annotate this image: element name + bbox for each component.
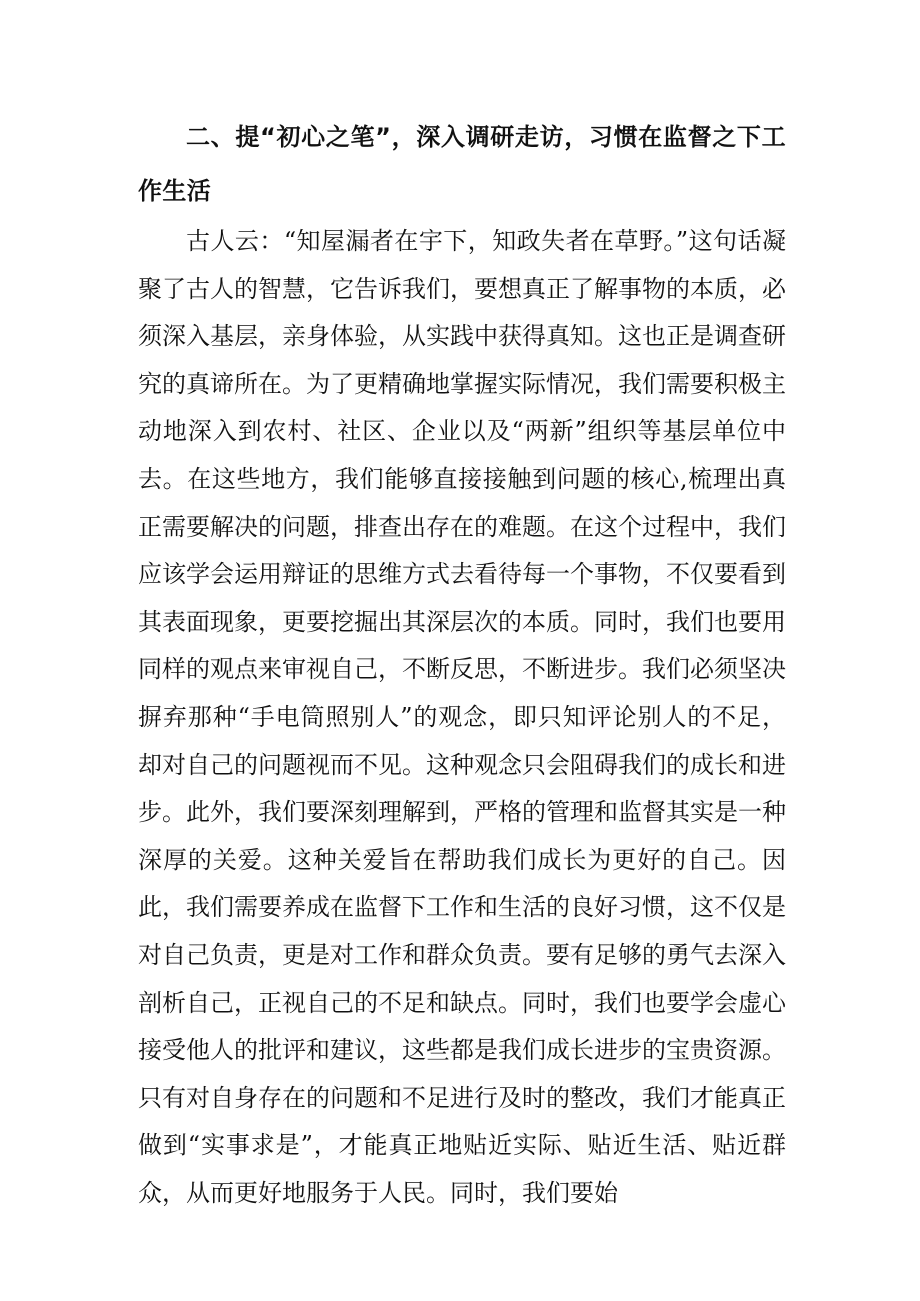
document-page (138, 110, 786, 1217)
body-paragraph: 古人云：“知屋漏者在宇下，知政失者在草野。”这句话凝聚了古人的智慧，它告诉我们，要想真正了解事物的本质，必须深入基层，亲身体验，从实践中获得真知。这也正是调查研究的真谛所在。为了更精确地掌握实际情况，我们需要积极主动地深入到农村、社区、企业以及“两新”组织等基层单位中去。在这些地方，我们能够直接接触到问题的核心,梳理出真正需要解决的问题，排查出存在的难题。在这个过程中，我们应该学会运用辩证的思维方式去看待每一个事物，不仅要看到其表面现象，更要挖掘出其深层次的本质。同时，我们也要用同样的观点来审视自己，不断反思，不断进步。我们必须坚决摒弃那种“手电筒照别人”的观念，即只知评论别人的不足，却对自己的问题视而不见。这种观念只会阻碍我们的成长和进步。此外，我们要深刻理解到，严格的管理和监督其实是一种深厚的关爱。这种关爱旨在帮助我们成长为更好的自己。因此，我们需要养成在监督下工作和生活的良好习惯，这不仅是对自己负责，更是对工作和群众负责。要有足够的勇气去深入剖析自己，正视自己的不足和缺点。同时，我们也要学会虚心接受他人的批评和建议，这些都是我们成长进步的宝贵资源。只有对自身存在的问题和不足进行及时的整改，我们才能真正做到“实事求是”，才能真正地贴近实际、贴近生活、贴近群众，从而更好地服务于人民。同时，我们要始 (138, 227, 786, 1207)
section-heading: 二、提“初心之笔”，深入调研走访，习惯在监督之下工作生活 (138, 123, 786, 205)
